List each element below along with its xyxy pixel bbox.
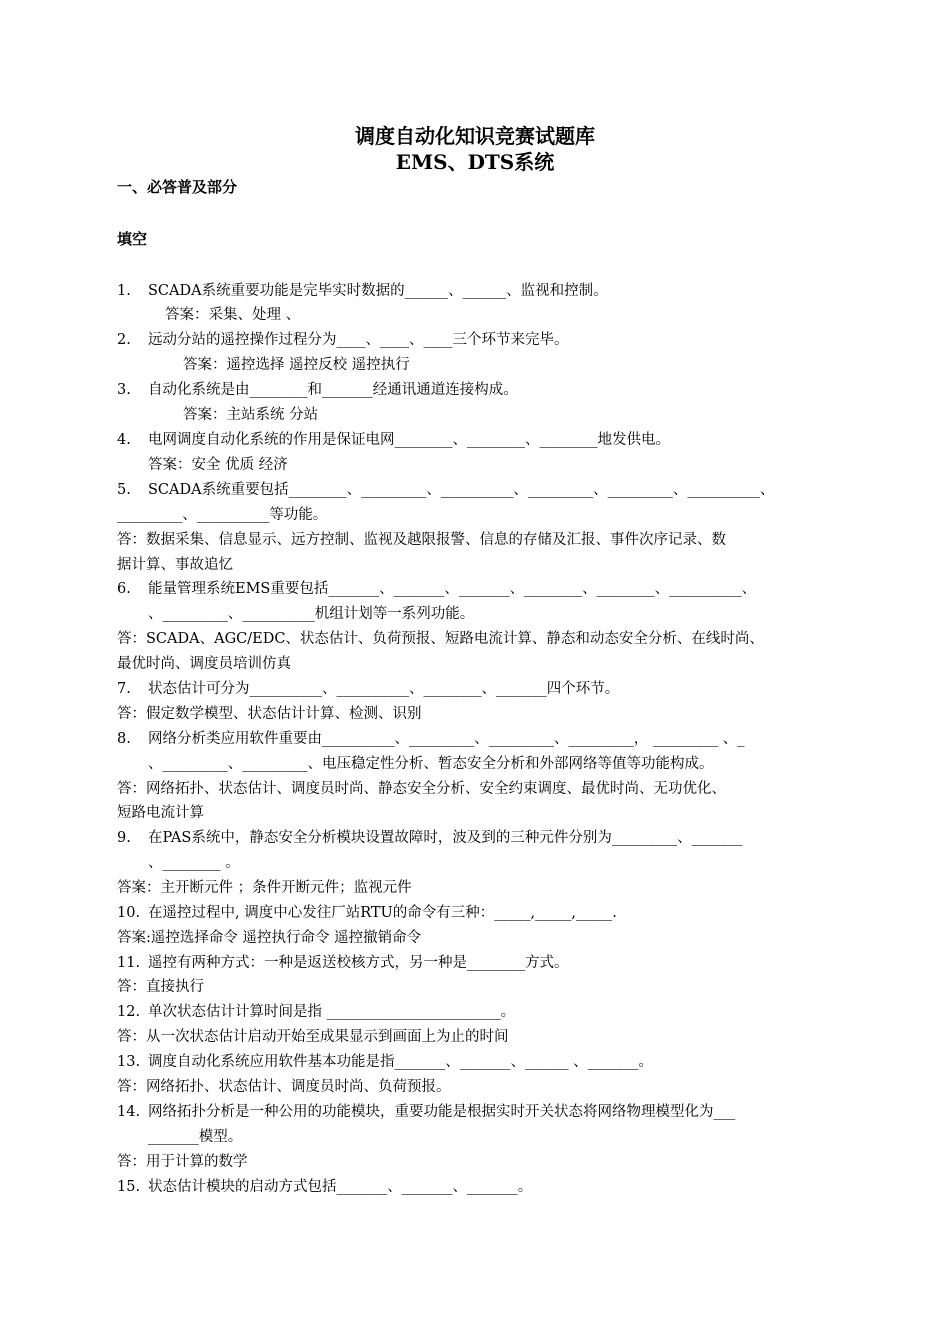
question-number: 4.: [117, 432, 131, 448]
question-number: 12.: [117, 1004, 141, 1020]
answer-text: 答：网络拓扑、状态估计、调度员时尚、负荷预报。: [117, 1079, 451, 1095]
answer-text: 答案：采集、处理 、: [165, 307, 301, 323]
question-text: 调度自动化系统应用软件基本功能是指_______、_______、______ 、_______。: [148, 1054, 653, 1070]
question-number: 9.: [117, 830, 131, 846]
question-number: 5.: [117, 482, 131, 498]
answer-text: 答案：主开断元件 ；条件开断元件；监视元件: [117, 880, 412, 896]
question-number: 11.: [117, 955, 141, 971]
question-number: 10.: [117, 905, 141, 921]
answer-text-continued: 据计算、事故追忆: [117, 557, 233, 573]
answer-text: 答案：遥控选择 遥控反校 遥控执行: [183, 357, 410, 373]
question-text: 状态估计模块的启动方式包括_______、_______、_______。: [148, 1179, 533, 1195]
question-text-continued: _________、__________等功能。: [117, 507, 328, 523]
question-number: 6.: [117, 581, 131, 597]
answer-text: 答：假定数学模型、状态估计计算、检测、识别: [117, 706, 422, 722]
question-text: 网络分析类应用软件重要由__________、_________、_________、_________， _________ 、_: [148, 731, 745, 747]
answer-text: 答案:遥控选择命令 遥控执行命令 遥控撤销命令: [117, 930, 422, 946]
section-heading: 一、必答普及部分: [117, 178, 238, 196]
question-text: 单次状态估计计算时间是指 ________________________。: [148, 1004, 516, 1020]
question-number: 7.: [117, 681, 131, 697]
question-text: 远动分站的遥控操作过程分为____、____、____三个环节来完毕。: [148, 332, 569, 348]
document-title: 调度自动化知识竞赛试题库: [355, 124, 595, 148]
question-text: 在PAS系统中，静态安全分析模块设置故障时，波及到的三种元件分别为_________、_______: [148, 830, 743, 846]
answer-text: 答：从一次状态估计启动开始至成果显示到画面上为止的时间: [117, 1029, 509, 1045]
question-text-continued: 、_________、__________机组计划等一系列功能。: [148, 606, 475, 622]
question-text: SCADA系统重要包括________、_________、__________、_________、_________、__________、: [148, 482, 775, 498]
answer-text: 答案：安全 优质 经济: [148, 457, 288, 473]
answer-text: 答：网络拓扑、状态估计、调度员时尚、静态安全分析、安全约束调度、最优时尚、无功优化、: [117, 781, 726, 797]
subsection-heading: 填空: [117, 230, 148, 248]
question-number: 3.: [117, 382, 131, 398]
question-text: 在遥控过程中, 调度中心发往厂站RTU的命令有三种：_____,_____,_____.: [148, 905, 617, 921]
answer-text: 答：数据采集、信息显示、远方控制、监视及越限报警、信息的存储及汇报、事件次序记录、数: [117, 532, 726, 548]
question-number: 8.: [117, 731, 131, 747]
question-text: SCADA系统重要功能是完毕实时数据的______、______、监视和控制。: [148, 283, 608, 299]
answer-text: 答：用于计算的数学: [117, 1154, 248, 1170]
answer-text-continued: 短路电流计算: [117, 805, 204, 821]
question-text: 能量管理系统EMS重要包括_______、_______、_______、________、________、__________、: [148, 581, 757, 597]
question-text: 自动化系统是由________和_______经通讯通道连接构成。: [148, 382, 518, 398]
question-text-continued: 、________ 。: [148, 855, 240, 871]
question-text-continued: _______模型。: [148, 1129, 243, 1145]
question-text: 网络拓扑分析是一种公用的功能模块，重要功能是根据实时开关状态将网络物理模型化为___: [148, 1104, 736, 1120]
question-number: 13.: [117, 1054, 141, 1070]
question-text: 状态估计可分为__________、__________、________、_______四个环节。: [148, 681, 620, 697]
question-number: 15.: [117, 1179, 141, 1195]
question-number: 14.: [117, 1104, 141, 1120]
question-number: 1.: [117, 283, 131, 299]
answer-text: 答：SCADA、AGC/EDC、状态估计、负荷预报、短路电流计算、静态和动态安全分析、在线时尚、: [117, 631, 764, 647]
document-subtitle: EMS、DTS系统: [395, 150, 555, 174]
answer-text-continued: 最优时尚、调度员培训仿真: [117, 656, 291, 672]
answer-text: 答：直接执行: [117, 979, 204, 995]
answer-text: 答案：主站系统 分站: [183, 407, 319, 423]
question-text: 电网调度自动化系统的作用是保证电网________、________、________地发供电。: [148, 432, 670, 448]
question-text: 遥控有两种方式：一种是返送校核方式，另一种是________方式。: [148, 955, 569, 971]
question-text-continued: 、_________、_________、电压稳定性分析、暂态安全分析和外部网络等值等功能构成。: [148, 756, 714, 772]
question-number: 2.: [117, 332, 131, 348]
